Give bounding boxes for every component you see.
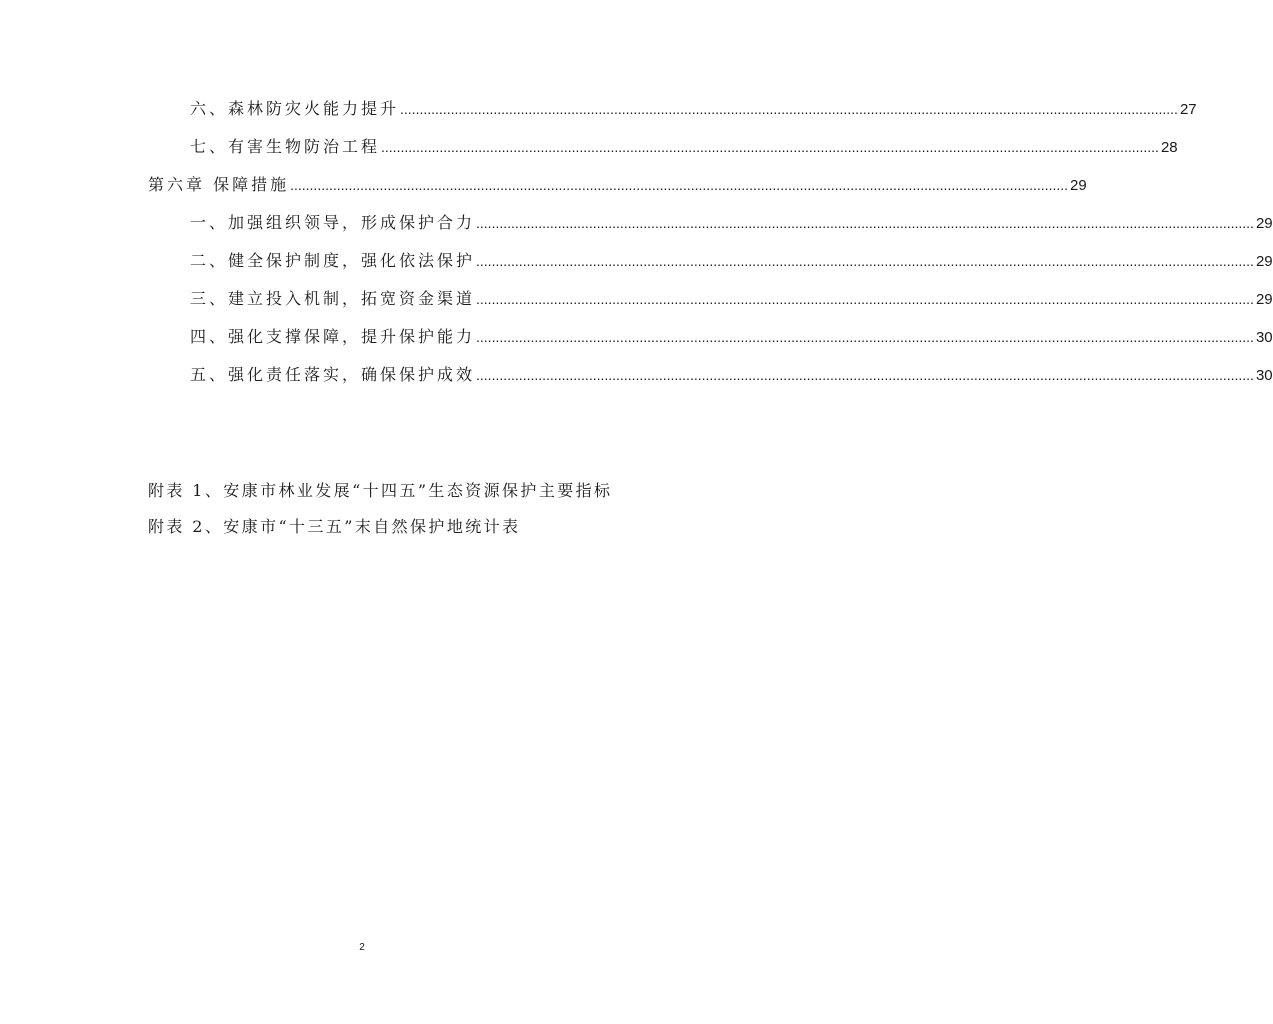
toc-entry[interactable] <box>148 172 1087 196</box>
page-number: 2 <box>359 942 365 953</box>
toc-leader-dots: ........................................................................................................................................................................................................ <box>476 253 1254 269</box>
toc-entry[interactable] <box>190 210 1273 234</box>
toc-entry-page: 29 <box>1255 253 1273 270</box>
toc-entry-title: 四、强化支撑保障，提升保护能力 <box>190 327 476 346</box>
appendix-table-2[interactable]: 附表 2、安康市“十三五”末自然保护地统计表 <box>148 517 521 536</box>
appendix-table-1[interactable]: 附表 1、安康市林业发展“十四五”生态资源保护主要指标 <box>148 481 613 500</box>
toc-entry-page: 30 <box>1255 329 1273 346</box>
toc-entry[interactable] <box>190 324 1273 348</box>
toc-entry-title: 七、有害生物防治工程 <box>190 137 381 156</box>
toc-entry[interactable] <box>190 248 1273 272</box>
toc-entry-title: 五、强化责任落实，确保保护成效 <box>190 365 476 384</box>
toc-entry-title: 六、森林防灾火能力提升 <box>190 99 400 118</box>
toc-entry[interactable] <box>190 286 1273 310</box>
toc-entry-title: 二、健全保护制度，强化依法保护 <box>190 251 476 270</box>
toc-entry[interactable] <box>190 96 1197 120</box>
toc-entry[interactable] <box>190 362 1273 386</box>
toc-entry-page: 29 <box>1255 215 1273 232</box>
toc-entry[interactable] <box>190 134 1178 158</box>
toc-leader-dots: ........................................................................................................................................................................................................ <box>476 291 1254 307</box>
toc-entry-title: 第六章 保障措施 <box>148 175 290 194</box>
toc-entry-page: 30 <box>1255 367 1273 384</box>
toc-entry-title: 三、建立投入机制，拓宽资金渠道 <box>190 289 476 308</box>
toc-leader-dots: ........................................................................................................................................................................................................ <box>400 101 1178 117</box>
toc-leader-dots: ........................................................................................................................................................................................................ <box>476 215 1254 231</box>
toc-entry-page: 29 <box>1255 291 1273 308</box>
toc-leader-dots: ........................................................................................................................................................................................................ <box>476 329 1254 345</box>
toc-leader-dots: ........................................................................................................................................................................................................ <box>476 367 1254 383</box>
toc-leader-dots: ........................................................................................................................................................................................................ <box>381 139 1159 155</box>
toc-leader-dots: ........................................................................................................................................................................................................ <box>290 177 1069 193</box>
toc-entry-page: 27 <box>1179 101 1197 118</box>
toc-entry-page: 28 <box>1160 139 1178 156</box>
toc-entry-title: 一、加强组织领导，形成保护合力 <box>190 213 476 232</box>
toc-entry-page: 29 <box>1070 177 1087 194</box>
